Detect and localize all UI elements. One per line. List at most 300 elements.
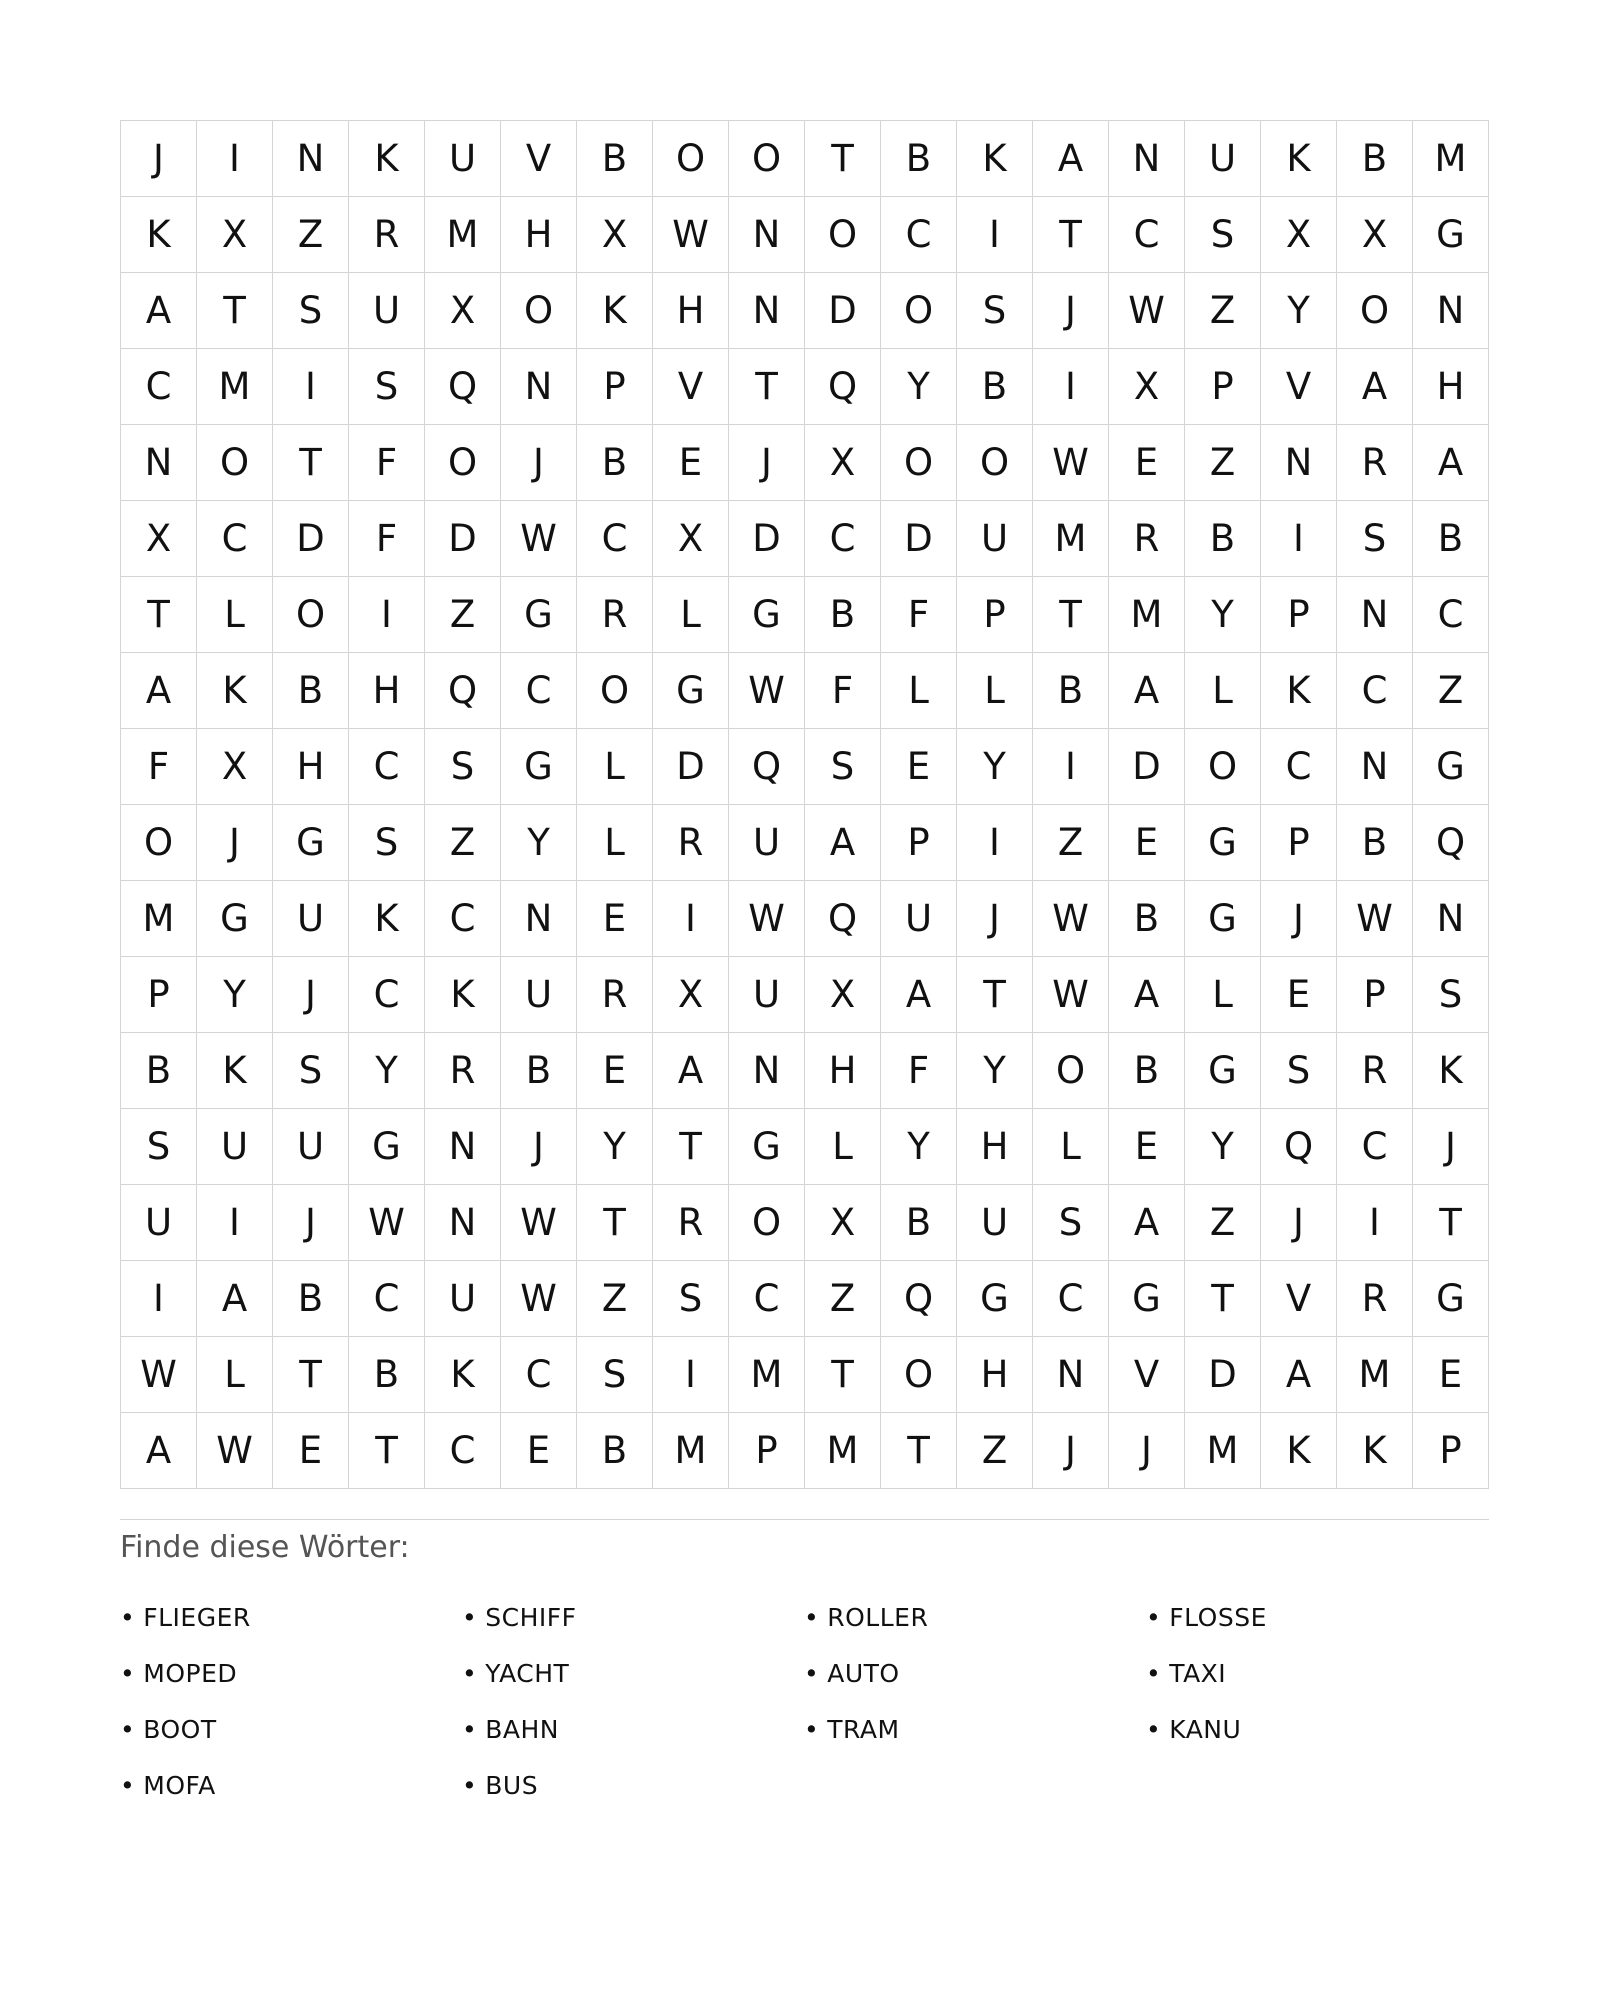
- grid-cell[interactable]: Q: [1413, 805, 1489, 881]
- grid-cell[interactable]: F: [805, 653, 881, 729]
- grid-cell[interactable]: I: [957, 805, 1033, 881]
- grid-cell[interactable]: B: [273, 1261, 349, 1337]
- grid-cell[interactable]: A: [653, 1033, 729, 1109]
- grid-cell[interactable]: M: [805, 1413, 881, 1489]
- grid-cell[interactable]: O: [881, 1337, 957, 1413]
- grid-cell[interactable]: O: [577, 653, 653, 729]
- grid-cell[interactable]: O: [881, 273, 957, 349]
- grid-cell[interactable]: R: [1337, 425, 1413, 501]
- grid-cell[interactable]: Y: [349, 1033, 425, 1109]
- grid-cell[interactable]: A: [1109, 653, 1185, 729]
- grid-cell[interactable]: W: [349, 1185, 425, 1261]
- grid-cell[interactable]: S: [1337, 501, 1413, 577]
- grid-cell[interactable]: P: [1261, 805, 1337, 881]
- grid-cell[interactable]: D: [729, 501, 805, 577]
- grid-cell[interactable]: I: [273, 349, 349, 425]
- grid-cell[interactable]: Q: [805, 881, 881, 957]
- grid-cell[interactable]: K: [349, 121, 425, 197]
- grid-cell[interactable]: Z: [273, 197, 349, 273]
- grid-cell[interactable]: G: [197, 881, 273, 957]
- grid-cell[interactable]: D: [653, 729, 729, 805]
- grid-cell[interactable]: E: [1109, 805, 1185, 881]
- grid-cell[interactable]: W: [501, 501, 577, 577]
- grid-cell[interactable]: R: [577, 957, 653, 1033]
- grid-cell[interactable]: X: [197, 729, 273, 805]
- grid-cell[interactable]: U: [881, 881, 957, 957]
- grid-cell[interactable]: K: [1413, 1033, 1489, 1109]
- grid-cell[interactable]: I: [1337, 1185, 1413, 1261]
- grid-cell[interactable]: U: [501, 957, 577, 1033]
- grid-cell[interactable]: E: [1261, 957, 1337, 1033]
- grid-cell[interactable]: N: [425, 1109, 501, 1185]
- grid-cell[interactable]: Z: [957, 1413, 1033, 1489]
- grid-cell[interactable]: G: [729, 1109, 805, 1185]
- grid-cell[interactable]: N: [1337, 729, 1413, 805]
- grid-cell[interactable]: N: [1109, 121, 1185, 197]
- grid-cell[interactable]: R: [1337, 1033, 1413, 1109]
- grid-cell[interactable]: E: [1109, 425, 1185, 501]
- grid-cell[interactable]: O: [805, 197, 881, 273]
- grid-cell[interactable]: Q: [425, 653, 501, 729]
- grid-cell[interactable]: J: [501, 425, 577, 501]
- grid-cell[interactable]: S: [349, 805, 425, 881]
- grid-cell[interactable]: T: [729, 349, 805, 425]
- grid-cell[interactable]: B: [1109, 1033, 1185, 1109]
- grid-cell[interactable]: U: [273, 881, 349, 957]
- grid-cell[interactable]: S: [805, 729, 881, 805]
- grid-cell[interactable]: J: [1261, 881, 1337, 957]
- grid-cell[interactable]: T: [881, 1413, 957, 1489]
- grid-cell[interactable]: W: [1337, 881, 1413, 957]
- grid-cell[interactable]: N: [501, 349, 577, 425]
- grid-cell[interactable]: T: [1033, 577, 1109, 653]
- grid-cell[interactable]: A: [197, 1261, 273, 1337]
- grid-cell[interactable]: L: [577, 805, 653, 881]
- grid-cell[interactable]: V: [653, 349, 729, 425]
- grid-cell[interactable]: O: [729, 121, 805, 197]
- grid-cell[interactable]: Z: [577, 1261, 653, 1337]
- grid-cell[interactable]: N: [1413, 881, 1489, 957]
- grid-cell[interactable]: S: [1413, 957, 1489, 1033]
- grid-cell[interactable]: C: [425, 1413, 501, 1489]
- grid-cell[interactable]: C: [805, 501, 881, 577]
- grid-cell[interactable]: W: [1033, 425, 1109, 501]
- grid-cell[interactable]: Y: [197, 957, 273, 1033]
- grid-cell[interactable]: L: [197, 577, 273, 653]
- grid-cell[interactable]: G: [1109, 1261, 1185, 1337]
- grid-cell[interactable]: M: [1337, 1337, 1413, 1413]
- grid-cell[interactable]: U: [349, 273, 425, 349]
- grid-cell[interactable]: Q: [729, 729, 805, 805]
- grid-cell[interactable]: Z: [1185, 273, 1261, 349]
- grid-cell[interactable]: X: [653, 957, 729, 1033]
- grid-cell[interactable]: O: [425, 425, 501, 501]
- grid-cell[interactable]: P: [729, 1413, 805, 1489]
- grid-cell[interactable]: X: [805, 1185, 881, 1261]
- grid-cell[interactable]: V: [1261, 1261, 1337, 1337]
- grid-cell[interactable]: O: [197, 425, 273, 501]
- grid-cell[interactable]: M: [1033, 501, 1109, 577]
- grid-cell[interactable]: T: [349, 1413, 425, 1489]
- grid-cell[interactable]: C: [501, 1337, 577, 1413]
- grid-cell[interactable]: W: [1109, 273, 1185, 349]
- grid-cell[interactable]: F: [349, 501, 425, 577]
- grid-cell[interactable]: L: [577, 729, 653, 805]
- grid-cell[interactable]: A: [121, 1413, 197, 1489]
- grid-cell[interactable]: X: [653, 501, 729, 577]
- grid-cell[interactable]: B: [1109, 881, 1185, 957]
- grid-cell[interactable]: Y: [881, 349, 957, 425]
- grid-cell[interactable]: D: [425, 501, 501, 577]
- grid-cell[interactable]: Z: [425, 577, 501, 653]
- grid-cell[interactable]: W: [197, 1413, 273, 1489]
- grid-cell[interactable]: N: [1337, 577, 1413, 653]
- grid-cell[interactable]: O: [1337, 273, 1413, 349]
- grid-cell[interactable]: H: [349, 653, 425, 729]
- grid-cell[interactable]: H: [501, 197, 577, 273]
- grid-cell[interactable]: H: [273, 729, 349, 805]
- grid-cell[interactable]: G: [1185, 805, 1261, 881]
- grid-cell[interactable]: C: [577, 501, 653, 577]
- grid-cell[interactable]: G: [653, 653, 729, 729]
- grid-cell[interactable]: G: [349, 1109, 425, 1185]
- grid-cell[interactable]: U: [729, 957, 805, 1033]
- grid-cell[interactable]: E: [1413, 1337, 1489, 1413]
- grid-cell[interactable]: X: [805, 425, 881, 501]
- grid-cell[interactable]: Z: [425, 805, 501, 881]
- grid-cell[interactable]: G: [1413, 1261, 1489, 1337]
- grid-cell[interactable]: L: [805, 1109, 881, 1185]
- grid-cell[interactable]: N: [121, 425, 197, 501]
- grid-cell[interactable]: T: [197, 273, 273, 349]
- grid-cell[interactable]: N: [425, 1185, 501, 1261]
- grid-cell[interactable]: C: [881, 197, 957, 273]
- grid-cell[interactable]: W: [729, 653, 805, 729]
- grid-cell[interactable]: D: [273, 501, 349, 577]
- grid-cell[interactable]: J: [273, 1185, 349, 1261]
- grid-cell[interactable]: M: [729, 1337, 805, 1413]
- grid-cell[interactable]: N: [1261, 425, 1337, 501]
- grid-cell[interactable]: R: [349, 197, 425, 273]
- grid-cell[interactable]: C: [501, 653, 577, 729]
- grid-cell[interactable]: B: [957, 349, 1033, 425]
- grid-cell[interactable]: U: [957, 501, 1033, 577]
- grid-cell[interactable]: K: [349, 881, 425, 957]
- grid-cell[interactable]: V: [501, 121, 577, 197]
- grid-cell[interactable]: W: [729, 881, 805, 957]
- grid-cell[interactable]: U: [273, 1109, 349, 1185]
- grid-cell[interactable]: T: [273, 1337, 349, 1413]
- grid-cell[interactable]: E: [653, 425, 729, 501]
- grid-cell[interactable]: J: [121, 121, 197, 197]
- grid-cell[interactable]: X: [425, 273, 501, 349]
- grid-cell[interactable]: A: [805, 805, 881, 881]
- grid-cell[interactable]: T: [121, 577, 197, 653]
- grid-cell[interactable]: X: [197, 197, 273, 273]
- grid-cell[interactable]: Z: [805, 1261, 881, 1337]
- grid-cell[interactable]: O: [653, 121, 729, 197]
- grid-cell[interactable]: Z: [1033, 805, 1109, 881]
- grid-cell[interactable]: B: [349, 1337, 425, 1413]
- grid-cell[interactable]: O: [273, 577, 349, 653]
- grid-cell[interactable]: S: [1033, 1185, 1109, 1261]
- grid-cell[interactable]: N: [729, 1033, 805, 1109]
- grid-cell[interactable]: J: [957, 881, 1033, 957]
- grid-cell[interactable]: C: [1413, 577, 1489, 653]
- grid-cell[interactable]: C: [729, 1261, 805, 1337]
- grid-cell[interactable]: V: [1109, 1337, 1185, 1413]
- grid-cell[interactable]: J: [729, 425, 805, 501]
- grid-cell[interactable]: U: [121, 1185, 197, 1261]
- grid-cell[interactable]: J: [1033, 1413, 1109, 1489]
- grid-cell[interactable]: O: [121, 805, 197, 881]
- grid-cell[interactable]: O: [1033, 1033, 1109, 1109]
- grid-cell[interactable]: C: [1109, 197, 1185, 273]
- grid-cell[interactable]: N: [273, 121, 349, 197]
- grid-cell[interactable]: S: [1261, 1033, 1337, 1109]
- grid-cell[interactable]: B: [121, 1033, 197, 1109]
- grid-cell[interactable]: P: [1413, 1413, 1489, 1489]
- grid-cell[interactable]: H: [1413, 349, 1489, 425]
- grid-cell[interactable]: W: [1033, 881, 1109, 957]
- grid-cell[interactable]: Q: [881, 1261, 957, 1337]
- grid-cell[interactable]: X: [805, 957, 881, 1033]
- grid-cell[interactable]: F: [349, 425, 425, 501]
- grid-cell[interactable]: O: [501, 273, 577, 349]
- grid-cell[interactable]: I: [121, 1261, 197, 1337]
- grid-cell[interactable]: I: [957, 197, 1033, 273]
- grid-cell[interactable]: L: [1033, 1109, 1109, 1185]
- grid-cell[interactable]: P: [1261, 577, 1337, 653]
- grid-cell[interactable]: T: [1033, 197, 1109, 273]
- grid-cell[interactable]: I: [1261, 501, 1337, 577]
- grid-cell[interactable]: R: [1337, 1261, 1413, 1337]
- grid-cell[interactable]: O: [881, 425, 957, 501]
- grid-cell[interactable]: C: [349, 957, 425, 1033]
- grid-cell[interactable]: B: [1337, 805, 1413, 881]
- grid-cell[interactable]: T: [957, 957, 1033, 1033]
- grid-cell[interactable]: T: [1185, 1261, 1261, 1337]
- grid-cell[interactable]: B: [1413, 501, 1489, 577]
- grid-cell[interactable]: D: [805, 273, 881, 349]
- grid-cell[interactable]: T: [805, 121, 881, 197]
- grid-cell[interactable]: K: [577, 273, 653, 349]
- grid-cell[interactable]: A: [881, 957, 957, 1033]
- grid-cell[interactable]: G: [1413, 729, 1489, 805]
- grid-cell[interactable]: Y: [1261, 273, 1337, 349]
- grid-cell[interactable]: P: [1337, 957, 1413, 1033]
- grid-cell[interactable]: F: [881, 1033, 957, 1109]
- grid-cell[interactable]: D: [1109, 729, 1185, 805]
- grid-cell[interactable]: P: [957, 577, 1033, 653]
- grid-cell[interactable]: O: [957, 425, 1033, 501]
- grid-cell[interactable]: C: [121, 349, 197, 425]
- grid-cell[interactable]: A: [121, 273, 197, 349]
- grid-cell[interactable]: U: [729, 805, 805, 881]
- grid-cell[interactable]: K: [1261, 121, 1337, 197]
- grid-cell[interactable]: G: [1413, 197, 1489, 273]
- grid-cell[interactable]: B: [577, 121, 653, 197]
- grid-cell[interactable]: W: [1033, 957, 1109, 1033]
- grid-cell[interactable]: B: [881, 121, 957, 197]
- grid-cell[interactable]: U: [957, 1185, 1033, 1261]
- grid-cell[interactable]: Z: [1413, 653, 1489, 729]
- grid-cell[interactable]: G: [957, 1261, 1033, 1337]
- grid-cell[interactable]: I: [197, 1185, 273, 1261]
- grid-cell[interactable]: I: [653, 881, 729, 957]
- grid-cell[interactable]: A: [1033, 121, 1109, 197]
- grid-cell[interactable]: K: [1261, 653, 1337, 729]
- grid-cell[interactable]: S: [957, 273, 1033, 349]
- grid-cell[interactable]: G: [729, 577, 805, 653]
- grid-cell[interactable]: C: [1337, 1109, 1413, 1185]
- grid-cell[interactable]: R: [653, 805, 729, 881]
- grid-cell[interactable]: J: [501, 1109, 577, 1185]
- grid-cell[interactable]: Z: [1185, 425, 1261, 501]
- grid-cell[interactable]: N: [1033, 1337, 1109, 1413]
- grid-cell[interactable]: X: [577, 197, 653, 273]
- grid-cell[interactable]: T: [273, 425, 349, 501]
- grid-cell[interactable]: H: [805, 1033, 881, 1109]
- grid-cell[interactable]: M: [1109, 577, 1185, 653]
- grid-cell[interactable]: A: [121, 653, 197, 729]
- grid-cell[interactable]: S: [577, 1337, 653, 1413]
- grid-cell[interactable]: R: [1109, 501, 1185, 577]
- grid-cell[interactable]: Y: [577, 1109, 653, 1185]
- grid-cell[interactable]: C: [1033, 1261, 1109, 1337]
- grid-cell[interactable]: Y: [957, 729, 1033, 805]
- grid-cell[interactable]: C: [425, 881, 501, 957]
- grid-cell[interactable]: Y: [957, 1033, 1033, 1109]
- grid-cell[interactable]: L: [653, 577, 729, 653]
- grid-cell[interactable]: S: [1185, 197, 1261, 273]
- grid-cell[interactable]: Y: [1185, 577, 1261, 653]
- grid-cell[interactable]: X: [1109, 349, 1185, 425]
- grid-cell[interactable]: L: [1185, 653, 1261, 729]
- grid-cell[interactable]: B: [1033, 653, 1109, 729]
- grid-cell[interactable]: U: [425, 121, 501, 197]
- grid-cell[interactable]: K: [121, 197, 197, 273]
- grid-cell[interactable]: D: [1185, 1337, 1261, 1413]
- grid-cell[interactable]: J: [1413, 1109, 1489, 1185]
- grid-cell[interactable]: L: [881, 653, 957, 729]
- grid-cell[interactable]: N: [501, 881, 577, 957]
- grid-cell[interactable]: G: [273, 805, 349, 881]
- grid-cell[interactable]: E: [501, 1413, 577, 1489]
- grid-cell[interactable]: S: [653, 1261, 729, 1337]
- grid-cell[interactable]: R: [425, 1033, 501, 1109]
- grid-cell[interactable]: H: [653, 273, 729, 349]
- grid-cell[interactable]: A: [1109, 957, 1185, 1033]
- grid-cell[interactable]: T: [805, 1337, 881, 1413]
- grid-cell[interactable]: S: [273, 1033, 349, 1109]
- grid-cell[interactable]: U: [1185, 121, 1261, 197]
- grid-cell[interactable]: U: [197, 1109, 273, 1185]
- grid-cell[interactable]: J: [1261, 1185, 1337, 1261]
- grid-cell[interactable]: Z: [1185, 1185, 1261, 1261]
- grid-cell[interactable]: G: [1185, 881, 1261, 957]
- grid-cell[interactable]: Q: [425, 349, 501, 425]
- grid-cell[interactable]: P: [121, 957, 197, 1033]
- grid-cell[interactable]: T: [653, 1109, 729, 1185]
- grid-cell[interactable]: M: [1185, 1413, 1261, 1489]
- grid-cell[interactable]: M: [197, 349, 273, 425]
- grid-cell[interactable]: Y: [881, 1109, 957, 1185]
- grid-cell[interactable]: G: [501, 729, 577, 805]
- grid-cell[interactable]: P: [577, 349, 653, 425]
- grid-cell[interactable]: T: [577, 1185, 653, 1261]
- grid-cell[interactable]: C: [197, 501, 273, 577]
- grid-cell[interactable]: L: [1185, 957, 1261, 1033]
- grid-cell[interactable]: W: [121, 1337, 197, 1413]
- grid-cell[interactable]: Y: [501, 805, 577, 881]
- grid-cell[interactable]: E: [577, 881, 653, 957]
- grid-cell[interactable]: T: [1413, 1185, 1489, 1261]
- grid-cell[interactable]: I: [653, 1337, 729, 1413]
- grid-cell[interactable]: D: [881, 501, 957, 577]
- grid-cell[interactable]: K: [1337, 1413, 1413, 1489]
- grid-cell[interactable]: M: [425, 197, 501, 273]
- grid-cell[interactable]: M: [121, 881, 197, 957]
- grid-cell[interactable]: R: [653, 1185, 729, 1261]
- grid-cell[interactable]: X: [121, 501, 197, 577]
- grid-cell[interactable]: B: [577, 425, 653, 501]
- grid-cell[interactable]: B: [577, 1413, 653, 1489]
- grid-cell[interactable]: N: [729, 197, 805, 273]
- grid-cell[interactable]: S: [425, 729, 501, 805]
- grid-cell[interactable]: U: [425, 1261, 501, 1337]
- grid-cell[interactable]: G: [501, 577, 577, 653]
- grid-cell[interactable]: G: [1185, 1033, 1261, 1109]
- grid-cell[interactable]: J: [273, 957, 349, 1033]
- grid-cell[interactable]: X: [1337, 197, 1413, 273]
- grid-cell[interactable]: H: [957, 1337, 1033, 1413]
- grid-cell[interactable]: S: [349, 349, 425, 425]
- grid-cell[interactable]: I: [1033, 729, 1109, 805]
- grid-cell[interactable]: B: [273, 653, 349, 729]
- grid-cell[interactable]: J: [1033, 273, 1109, 349]
- grid-cell[interactable]: W: [501, 1185, 577, 1261]
- grid-cell[interactable]: P: [1185, 349, 1261, 425]
- grid-cell[interactable]: S: [273, 273, 349, 349]
- grid-cell[interactable]: V: [1261, 349, 1337, 425]
- grid-cell[interactable]: I: [1033, 349, 1109, 425]
- grid-cell[interactable]: K: [197, 1033, 273, 1109]
- grid-cell[interactable]: J: [197, 805, 273, 881]
- grid-cell[interactable]: R: [577, 577, 653, 653]
- grid-cell[interactable]: E: [273, 1413, 349, 1489]
- grid-cell[interactable]: F: [121, 729, 197, 805]
- grid-cell[interactable]: Y: [1185, 1109, 1261, 1185]
- grid-cell[interactable]: C: [349, 729, 425, 805]
- grid-cell[interactable]: S: [121, 1109, 197, 1185]
- grid-cell[interactable]: P: [881, 805, 957, 881]
- grid-cell[interactable]: M: [653, 1413, 729, 1489]
- grid-cell[interactable]: K: [1261, 1413, 1337, 1489]
- grid-cell[interactable]: O: [1185, 729, 1261, 805]
- grid-cell[interactable]: C: [1337, 653, 1413, 729]
- grid-cell[interactable]: F: [881, 577, 957, 653]
- grid-cell[interactable]: C: [1261, 729, 1337, 805]
- grid-cell[interactable]: W: [501, 1261, 577, 1337]
- grid-cell[interactable]: Q: [1261, 1109, 1337, 1185]
- grid-cell[interactable]: B: [881, 1185, 957, 1261]
- grid-cell[interactable]: I: [349, 577, 425, 653]
- grid-cell[interactable]: L: [197, 1337, 273, 1413]
- grid-cell[interactable]: J: [1109, 1413, 1185, 1489]
- grid-cell[interactable]: N: [1413, 273, 1489, 349]
- grid-cell[interactable]: O: [729, 1185, 805, 1261]
